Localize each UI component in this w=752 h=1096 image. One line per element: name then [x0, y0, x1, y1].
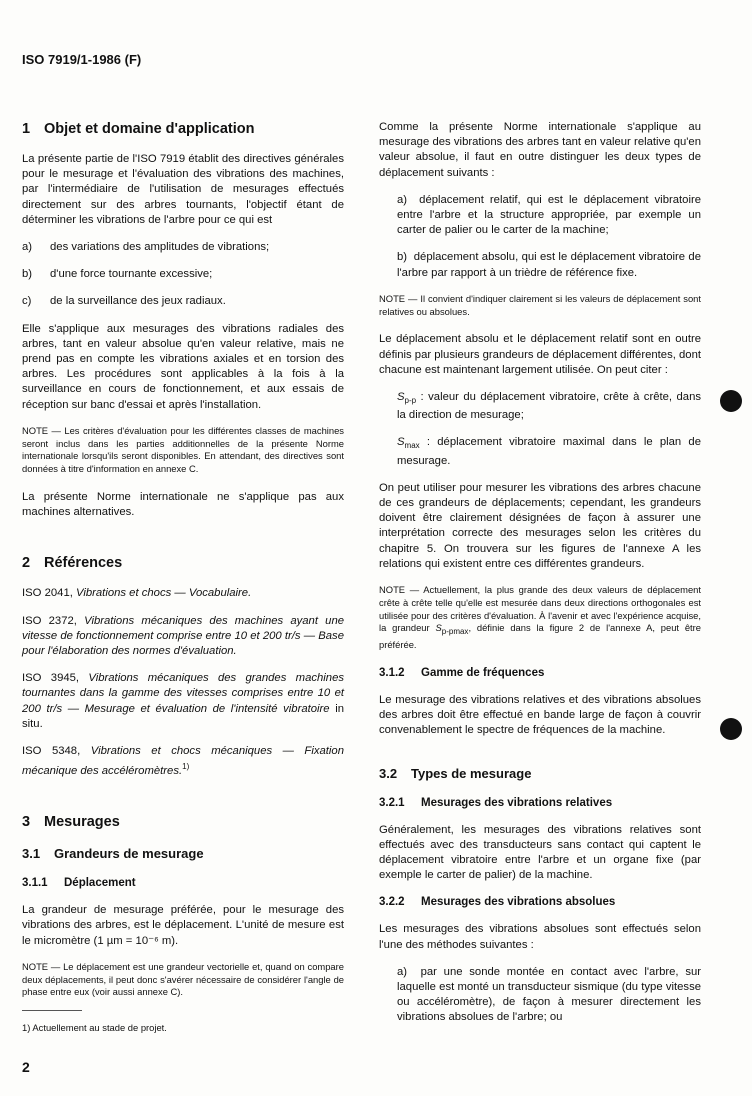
- section-3-2-heading: 3.2 Types de mesurage: [379, 765, 532, 781]
- right-paragraph-1: Comme la présente Norme internationale s'applique au mesurage des vibrations des arbres tant en valeur relative qu'en valeur absolue, il faut en outre distinguer les deux types de déplacement suivants :: [379, 121, 701, 179]
- list-item: b) déplacement absolu, qui est le déplacement vibratoire de l'arbre par rapport à un trièdre de référence fixe.: [397, 251, 701, 279]
- list-item: c) de la surveillance des jeux radiaux.: [22, 295, 226, 308]
- definition-smax: $S_{max}$ : déplacement vibratoire maximal dans le plan de mesurage.: [397, 436, 701, 467]
- s1-paragraph-1: La présente partie de l'ISO 7919 établit des directives générales pour le mesurage et l'évaluation des vibrations des machines, par l'intermédiaire de l'utilisation de mesurages effectués directement sur des arbres tournants, l'objectif étant de déterminer les vibrations de l'arbre pour ce qui est: [22, 153, 344, 226]
- footnote-divider: [22, 1010, 82, 1011]
- reference-item: ISO 3945, Vibrations mécaniques des grandes machines tournantes dans la gamme des vitesses comprises entre 10 et 200 tr/s — Mesurage et évaluation de l'intensité vibratoire in situ.: [22, 672, 345, 730]
- section-3-1-heading: 3.1 Grandeurs de mesurage: [22, 846, 204, 862]
- right-paragraph-3: On peut utiliser pour mesurer les vibrations des arbres chacune de ces grandeurs de déplacements; cependant, les grandeurs doivent être clairement désignées de façon à assurer une interprétation correcte des mesurages selon les critères du chapitre 5. On trouvera sur les figures de l'annexe A les relations qui existent entre ces différentes grandeurs.: [379, 481, 701, 570]
- page-number: 2: [22, 1059, 30, 1075]
- right-note-2: NOTE — Actuellement, la plus grande des deux valeurs de déplacement crête à crête telle qu'elle est mesurée dans deux directions orthogonales est utilisée pour des critères d'évaluation. À l'avenir et avec l'expérience acquise, la grandeur Sp-pmax, définie dans la figure 2 de l'annexe A, peut être préférée.: [379, 584, 701, 651]
- s1-paragraph-3: La présente Norme internationale ne s'applique pas aux machines alternatives.: [22, 491, 344, 519]
- reference-item: ISO 5348, Vibrations et chocs mécaniques — Fixation mécanique des accéléromètres.$^{1)}$: [22, 745, 344, 778]
- section-1-heading: 1 Objet et domaine d'application: [22, 121, 255, 137]
- definition-spp: $S_{p-p}$ : valeur du déplacement vibratoire, crête à crête, dans la direction de mesurage;: [397, 391, 701, 422]
- document-header: ISO 7919/1-1986 (F): [22, 52, 142, 67]
- s1-paragraph-2: Elle s'applique aux mesurages des vibrations radiales des arbres, tant en valeur absolue qu'en valeur relative, mais ne prend pas en compte les vibrations axiales et en torsion des arbres. Les procédures sont applicables à la fois à la surveillance en cours de fonctionnement, et aux essais de réception sur banc d'essai et après l'installation.: [22, 322, 344, 411]
- s1-note: NOTE — Les critères d'évaluation pour les différentes classes de machines seront inclus dans les parties additionnelles de la présente Norme internationale lorsqu'ils seront disponibles. En attendant, des directives sont données à titre d'information en annexe C.: [22, 424, 344, 475]
- section-2-heading: 2 Références: [22, 555, 123, 572]
- section-3-2-2-heading: 3.2.2 Mesurages des vibrations absolues: [379, 896, 616, 909]
- s311-note: NOTE — Le déplacement est une grandeur vectorielle et, quand on compare deux déplacements, il peut donc s'avérer nécessaire de considérer l'angle de phase entre eux (voir aussi annexe C).: [22, 960, 344, 998]
- right-paragraph-2: Le déplacement absolu et le déplacement relatif sont en outre définis par plusieurs grandeurs de déplacement différentes, dont chacune est maintenant largement utilisée. On peut citer :: [379, 333, 701, 376]
- right-column: [379, 120, 701, 1038]
- reference-item: ISO 2041, Vibrations et chocs — Vocabulaire.: [22, 587, 252, 600]
- punch-hole-mark: [720, 390, 742, 412]
- s311-paragraph: La grandeur de mesurage préférée, pour le mesurage des vibrations des arbres, est le déplacement. L'unité de mesure est le micromètre (1 µm = 10⁻⁶ m).: [22, 904, 344, 947]
- s322-paragraph: Les mesurages des vibrations absolues sont effectués selon l'une des méthodes suivantes :: [379, 923, 701, 951]
- section-3-1-1-heading: 3.1.1 Déplacement: [22, 877, 136, 890]
- reference-item: ISO 2372, Vibrations mécaniques des machines ayant une vitesse de fonctionnement comprise entre 10 et 200 tr/s — Base pour l'élaboration des normes d'évaluation.: [22, 614, 345, 658]
- section-3-2-1-heading: 3.2.1 Mesurages des vibrations relatives: [379, 796, 613, 809]
- section-3-heading: 3 Mesurages: [22, 814, 120, 831]
- list-item: a) des variations des amplitudes de vibrations;: [22, 241, 270, 254]
- s312-paragraph: Le mesurage des vibrations relatives et des vibrations absolues des arbres doit être effectué en bande large de façon à couvrir convenablement le spectre de fréquences de la machine.: [379, 694, 701, 737]
- punch-hole-mark: [720, 718, 742, 740]
- right-note-1: NOTE — Il convient d'indiquer clairement si les valeurs de déplacement sont relatives ou absolues.: [379, 292, 701, 317]
- list-item: b) d'une force tournante excessive;: [22, 268, 213, 281]
- s321-paragraph: Généralement, les mesurages des vibrations relatives sont effectués avec des transducteurs sans contact qui captent le déplacement vibratoire entre l'arbre et un organe fixe (par exemple le carter de palier) de la machine.: [379, 823, 701, 882]
- footnote-marker: 1): [182, 762, 190, 772]
- footnote: 1) Actuellement au stade de projet.: [22, 1022, 167, 1033]
- list-item: a) par une sonde montée en contact avec l'arbre, sur laquelle est monté un transducteur sismique (du type vitesse ou accéléromètre), de façon à mesurer directement les vibrations absolues de l'arbre; ou: [397, 965, 702, 1024]
- list-item: a) déplacement relatif, qui est le déplacement vibratoire entre l'arbre et la structure appropriée, par exemple un carter de palier ou le carter de la machine;: [397, 193, 701, 237]
- left-column: [22, 120, 344, 1013]
- section-3-1-2-heading: 3.1.2 Gamme de fréquences: [379, 667, 545, 680]
